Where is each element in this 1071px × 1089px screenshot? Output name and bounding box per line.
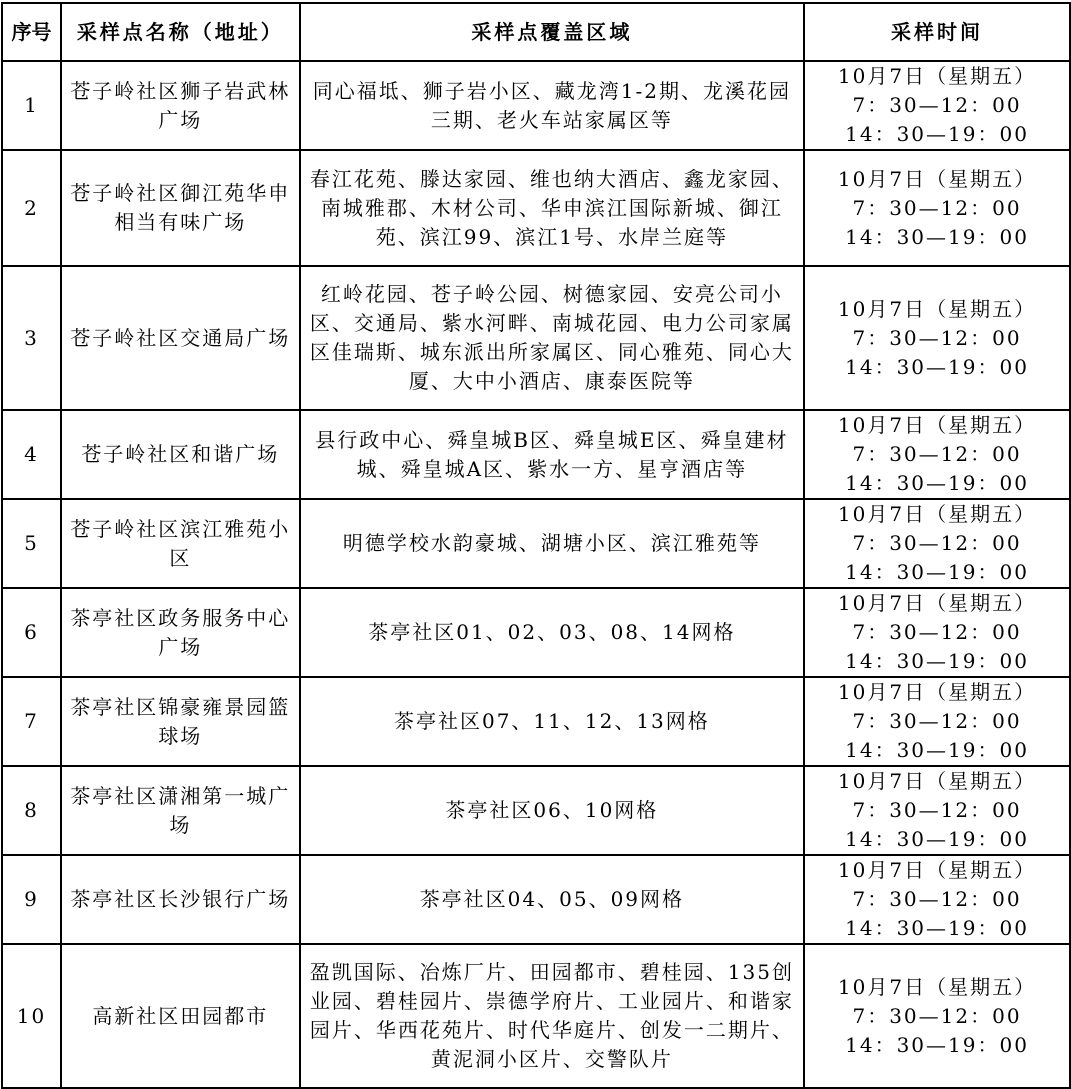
table-row: [2, 499, 1070, 588]
header-site: 采样点名称（地址）: [61, 3, 300, 61]
row-site-name: 苍子岭社区交通局广场: [61, 266, 300, 410]
row-seq: 5: [2, 499, 61, 588]
row-coverage-area: 茶亭社区01、02、03、08、14网格: [300, 588, 804, 677]
row-coverage-area: 红岭花园、苍子岭公园、树德家园、安亮公司小区、交通局、紫水河畔、南城花园、电力公司家属区佳瑞斯、城东派出所家属区、同心雅苑、同心大厦、大中小酒店、康泰医院等: [300, 266, 804, 410]
row-site-name: 茶亭社区政务服务中心广场: [61, 588, 300, 677]
header-row: [2, 3, 1070, 61]
row-sampling-time: [804, 766, 1070, 855]
sampling-time-line: 14：30—19：00: [845, 560, 1029, 584]
table-body: [2, 61, 1070, 1088]
sampling-time-line: 10月7日（星期五）: [837, 769, 1037, 793]
sampling-time-line: 14：30—19：00: [845, 1032, 1029, 1057]
row-sampling-time: [804, 855, 1070, 944]
table-row: [2, 855, 1070, 944]
row-site-name: 茶亭社区长沙银行广场: [61, 855, 300, 944]
table-row: [2, 766, 1070, 855]
sampling-time-line: 10月7日（星期五）: [837, 296, 1037, 321]
sampling-time-line: 14：30—19：00: [845, 122, 1029, 146]
row-seq: 8: [2, 766, 61, 855]
header-time: 采样时间: [804, 3, 1070, 61]
row-coverage-area: 茶亭社区07、11、12、13网格: [300, 677, 804, 766]
sampling-time-line: 14：30—19：00: [845, 224, 1029, 249]
table-row: [2, 266, 1070, 410]
sampling-time-line: 10月7日（星期五）: [837, 502, 1037, 526]
table-row: [2, 588, 1070, 677]
row-seq: 9: [2, 855, 61, 944]
row-site-name: 苍子岭社区狮子岩武林广场: [61, 61, 300, 150]
sampling-time-line: 14：30—19：00: [845, 827, 1029, 851]
row-site-name: 茶亭社区潇湘第一城广场: [61, 766, 300, 855]
row-sampling-time: [804, 266, 1070, 410]
sampling-time-line: 14：30—19：00: [845, 471, 1029, 495]
sampling-time-line: 7：30—12：00: [852, 887, 1022, 911]
row-site-name: 高新社区田园都市: [61, 944, 300, 1088]
sampling-time-line: 7：30—12：00: [852, 709, 1022, 733]
sampling-time-line: 10月7日（星期五）: [837, 413, 1037, 437]
sampling-time-line: 7：30—12：00: [852, 620, 1022, 644]
sampling-time-line: 14：30—19：00: [845, 738, 1029, 762]
row-coverage-area: 县行政中心、舜皇城B区、舜皇城E区、舜皇建材城、舜皇城A区、紫水一方、星亨酒店等: [300, 410, 804, 499]
sampling-time-line: 10月7日（星期五）: [837, 974, 1037, 999]
row-sampling-time: [804, 677, 1070, 766]
row-seq: 7: [2, 677, 61, 766]
row-sampling-time: [804, 588, 1070, 677]
row-coverage-area: 盈凯国际、冶炼厂片、田园都市、碧桂园、135创业园、碧桂园片、崇德学府片、工业园片、和谐家园片、华西花苑片、时代华庭片、创发一二期片、黄泥洞小区片、交警队片: [300, 944, 804, 1088]
sampling-time-line: 10月7日（星期五）: [837, 591, 1037, 615]
row-coverage-area: 春江花苑、滕达家园、维也纳大酒店、鑫龙家园、南城雅郡、木材公司、华申滨江国际新城、御江苑、滨江99、滨江1号、水岸兰庭等: [300, 150, 804, 266]
row-coverage-area: 明德学校水韵豪城、湖塘小区、滨江雅苑等: [300, 499, 804, 588]
table-row: [2, 410, 1070, 499]
sampling-time-line: 10月7日（星期五）: [837, 166, 1037, 191]
sampling-time-line: 7：30—12：00: [852, 93, 1022, 117]
row-site-name: 茶亭社区锦豪雍景园篮球场: [61, 677, 300, 766]
row-seq: 4: [2, 410, 61, 499]
table-row: [2, 61, 1070, 150]
row-coverage-area: 同心福坻、狮子岩小区、藏龙湾1-2期、龙溪花园三期、老火车站家属区等: [300, 61, 804, 150]
sampling-time-line: 7：30—12：00: [852, 1003, 1022, 1028]
row-coverage-area: 茶亭社区06、10网格: [300, 766, 804, 855]
sampling-time-line: 10月7日（星期五）: [837, 680, 1037, 704]
sampling-time-line: 10月7日（星期五）: [837, 64, 1037, 88]
row-site-name: 苍子岭社区和谐广场: [61, 410, 300, 499]
sampling-time-line: 7：30—12：00: [852, 195, 1022, 220]
table-row: [2, 677, 1070, 766]
row-seq: 3: [2, 266, 61, 410]
row-site-name: 苍子岭社区御江苑华申相当有味广场: [61, 150, 300, 266]
row-seq: 10: [2, 944, 61, 1088]
row-sampling-time: [804, 410, 1070, 499]
row-seq: 6: [2, 588, 61, 677]
row-sampling-time: [804, 150, 1070, 266]
sampling-time-line: 7：30—12：00: [852, 325, 1022, 350]
row-seq: 1: [2, 61, 61, 150]
row-coverage-area: 茶亭社区04、05、09网格: [300, 855, 804, 944]
table-row: [2, 150, 1070, 266]
table-row: [2, 944, 1070, 1088]
sampling-time-line: 14：30—19：00: [845, 649, 1029, 673]
row-sampling-time: [804, 61, 1070, 150]
row-seq: 2: [2, 150, 61, 266]
sampling-schedule-table: [1, 2, 1071, 1089]
sampling-time-line: 10月7日（星期五）: [837, 858, 1037, 882]
sampling-time-line: 7：30—12：00: [852, 798, 1022, 822]
header-area: 采样点覆盖区域: [300, 3, 804, 61]
sampling-time-line: 14：30—19：00: [845, 354, 1029, 379]
sampling-time-line: 14：30—19：00: [845, 916, 1029, 940]
row-sampling-time: [804, 499, 1070, 588]
sampling-time-line: 7：30—12：00: [852, 442, 1022, 466]
sampling-time-line: 7：30—12：00: [852, 531, 1022, 555]
row-site-name: 苍子岭社区滨江雅苑小区: [61, 499, 300, 588]
row-sampling-time: [804, 944, 1070, 1088]
header-seq: 序号: [2, 3, 61, 61]
